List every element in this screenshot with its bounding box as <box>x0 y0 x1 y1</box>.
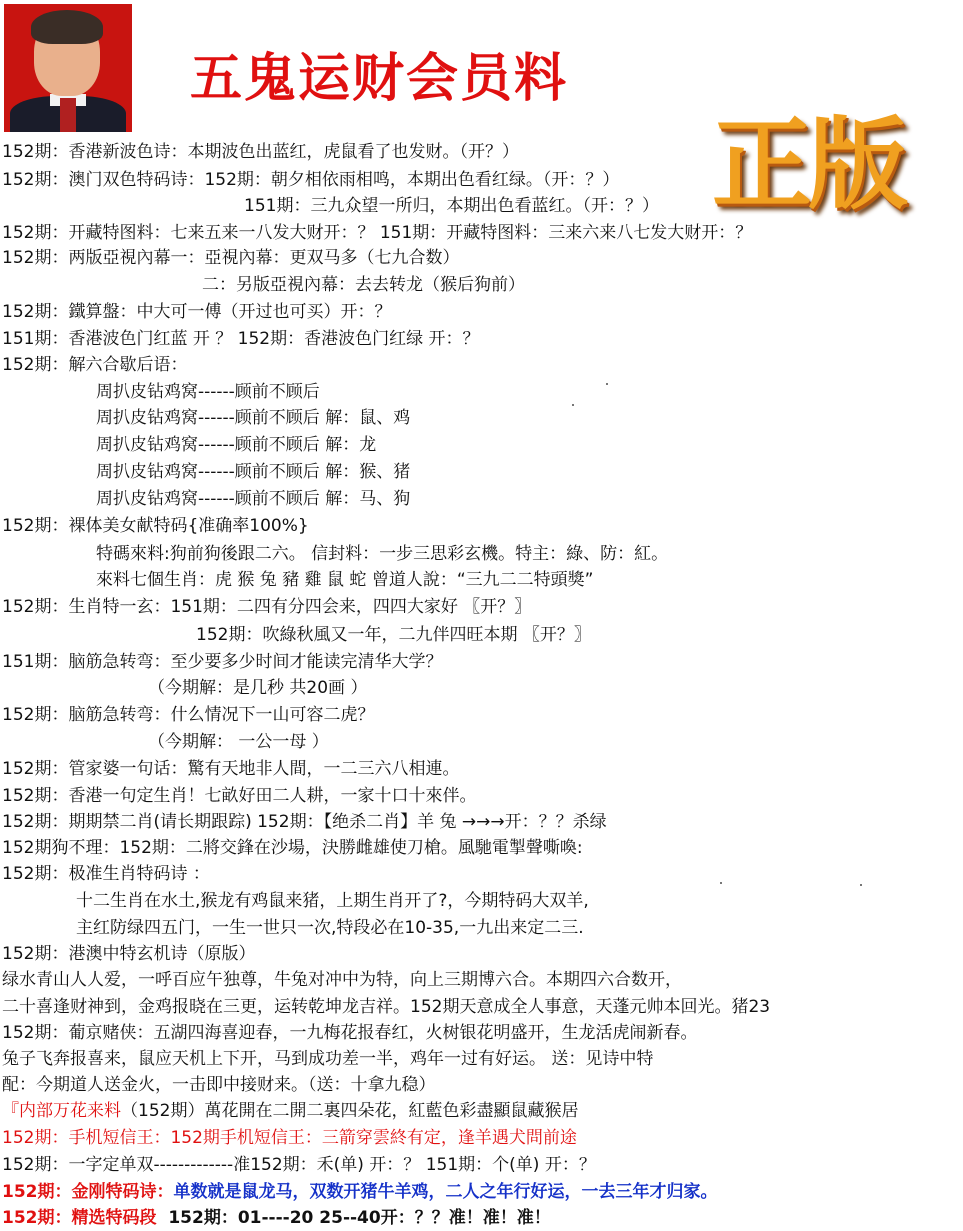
text-line: 152期：吹綠秋風又一年，二九伴四旺本期 〖开？〗 <box>196 625 591 645</box>
text-line: 152期：裸体美女献特码{准确率100%} <box>2 516 309 536</box>
highlight-label: 『内部万花来料 <box>2 1101 121 1121</box>
text-line: 二：另版亞視內幕：去去转龙（猴后狗前） <box>202 275 525 295</box>
text-line: 周扒皮钻鸡窝------顾前不顾后 解：猴、猪 <box>96 462 411 482</box>
text-line: 特碼來料:狗前狗後跟二六。 信封料：一步三思彩玄機。特主：綠、防：紅。 <box>96 544 669 564</box>
text-line: 周扒皮钻鸡窝------顾前不顾后 解：鼠、鸡 <box>96 408 411 428</box>
text-line: 152期：鐵算盤：中大可一傅（开过也可买）开：？ <box>2 302 392 322</box>
text-line: 152期：极准生肖特码诗 ： <box>2 864 210 884</box>
scan-speck <box>606 383 608 385</box>
text-line: 152期：脑筋急转弯：什么情况下一山可容二虎？ <box>2 705 375 725</box>
text-line: 152期：开藏特图料：七来五来一八发大财开：？ 151期：开藏特图料：三来六来八七发大财开：？ <box>2 223 753 243</box>
text-line: 151期：香港波色门红蓝 开 ？ 152期：香港波色门红绿 开：？ <box>2 329 480 349</box>
highlight-label: 152期：精选特码段 <box>2 1208 157 1228</box>
text-line: 152期：两版亞視內幕一：亞視內幕：更双马多（七九合数） <box>2 248 460 268</box>
text-line: 周扒皮钻鸡窝------顾前不顾后 解：马、狗 <box>96 489 411 509</box>
text-line: 152期：期期禁二肖(请长期跟踪) 152期：【绝杀二肖】羊 兔 →→→开：？？杀绿 <box>2 812 607 832</box>
line-content: 单数就是鼠龙马，双数开猪牛羊鸡，二人之年行好运，一去三年才归家。 <box>173 1182 718 1202</box>
text-line: 周扒皮钻鸡窝------顾前不顾后 解：龙 <box>96 435 377 455</box>
text-line: 152期：香港一句定生肖！七畝好田二人耕，一家十口十來伴。 <box>2 786 477 806</box>
text-line: 152期：解六合歇后语： <box>2 355 188 375</box>
authentic-stamp: 正版 <box>712 105 904 223</box>
text-line: 主红防绿四五门，一生一世只一次,特段必在10-35,一九出来定二三. <box>76 918 584 938</box>
text-line: 绿水青山人人爱，一呼百应午独尊，牛兔对冲中为特，向上三期博六合。本期四六合数开， <box>2 970 682 990</box>
text-line <box>2 1099 578 1123</box>
text-line: 十二生肖在水土,猴龙有鸡鼠来猪，上期生肖开了?，今期特码大双羊, <box>76 891 589 911</box>
text-line: 152期：生肖特一玄：151期：二四有分四会来，四四大家好 〖开？〗 <box>2 597 532 617</box>
text-line: 152期：澳门双色特码诗：152期：朝夕相依雨相鸣，本期出色看红绿。（开：？） <box>2 170 620 190</box>
text-line: 152期：管家婆一句话：驚有天地非人間，一二三六八相連。 <box>2 759 460 779</box>
text-line <box>2 1206 551 1230</box>
portrait-photo <box>4 4 132 132</box>
line-content: 152期：01----20 25--40开：？？准！准！准！ <box>168 1208 551 1228</box>
text-line: （今期解：是几秒 共20画 ） <box>148 678 368 698</box>
text-line: 配：今期道人送金火，一击即中接财来。（送：十拿九稳） <box>2 1075 436 1095</box>
line-content: （152期）萬花開在二開二裏四朵花，紅藍色彩盡顯鼠藏猴居 <box>121 1101 579 1121</box>
text-line: 152期：港澳中特玄机诗（原版） <box>2 944 256 964</box>
text-line: 152期狗不理：152期：二將交鋒在沙場，決勝雌雄使刀槍。風馳電掣聲嘶喚: <box>2 838 583 858</box>
text-line: 151期：三九众望一所归，本期出色看蓝红。（开：？） <box>244 196 659 216</box>
text-line: 周扒皮钻鸡窝------顾前不顾后 <box>96 382 320 402</box>
text-line: 兔子飞奔报喜来，鼠应天机上下开，马到成功差一半，鸡年一过有好运。 送：见诗中特 <box>2 1049 654 1069</box>
text-line <box>2 1180 718 1204</box>
text-line: 152期：葡京赌侠：五湖四海喜迎春，一九梅花报春红，火树银花明盛开，生龙活虎闹新春。 <box>2 1023 698 1043</box>
text-line: 來料七個生肖：虎 猴 兔 豬 雞 鼠 蛇 曾道人說：“三九二二特頭獎” <box>96 570 594 590</box>
text-line: 152期：香港新波色诗：本期波色出蓝红，虎鼠看了也发财。（开？） <box>2 142 519 162</box>
page-title: 五鬼运财会员料 <box>190 48 569 109</box>
portrait-hair <box>31 10 103 44</box>
text-line: 二十喜逢财神到，金鸡报晓在三更，运转乾坤龙吉祥。152期天意成全人事意，天蓬元帅本回光。猪23 <box>2 997 771 1017</box>
text-line: 151期：脑筋急转弯：至少要多少时间才能读完清华大学？ <box>2 652 443 672</box>
highlight-label: 152期：金刚特码诗： <box>2 1182 174 1202</box>
scan-speck <box>720 882 722 884</box>
text-line: （今期解： 一公一母 ） <box>148 732 329 752</box>
portrait-tie <box>60 98 76 132</box>
text-line: 152期：手机短信王：152期手机短信王：三箭穿雲終有定，逢羊遇犬問前途 <box>2 1128 577 1148</box>
scan-speck <box>572 404 574 406</box>
scan-speck <box>860 884 862 886</box>
text-line: 152期：一字定单双-------------准152期：禾(单) 开：？ 151期：个(单) 开：？ <box>2 1155 596 1175</box>
